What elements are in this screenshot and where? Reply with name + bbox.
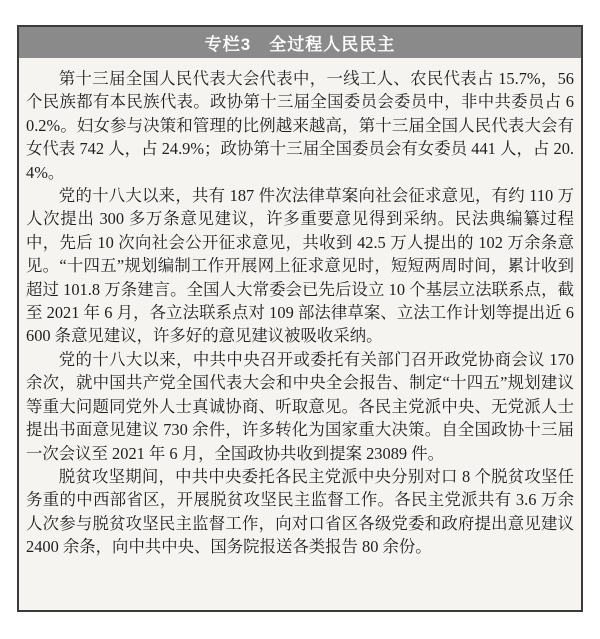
column-title: 专栏3 全过程人民民主 bbox=[204, 35, 396, 54]
column-box bbox=[17, 25, 583, 612]
column-header bbox=[19, 27, 581, 58]
paragraph-legislation-consultation-stats: 党的十八大以来，共有 187 件次法律草案向社会征求意见，有约 110 万人次提出 300 多万条意见建议，许多重要意见得到采纳。民法典编纂过程中，先后 10 次向社会公开征求意见，共收到 42.5 万人提出的 102 万余条意见。“十四五”规划编制工作开展网上征求意见时，短短两周时间，累计收到超过 101.8 万条建言。全国人大常委会已先后设立 10 个基层立法联系点，截至 2021 年 6 月，各立法联系点对 109 部法律草案、立法工作计划等提出近 6600 条意见建议，许多好的意见建议被吸收采纳。 bbox=[26, 186, 574, 346]
paragraph-representation-stats: 第十三届全国人民代表大会代表中，一线工人、农民代表占 15.7%，56 个民族都有本民族代表。政协第十三届全国委员会委员中，非中共委员占 60.2%。妇女参与决策和管理的比例越来越高，第十三届全国人民代表大会有女代表 742 人，占 24.9%；政协第十三届全国委员会有女委员 441 人，占 20.4%。 bbox=[26, 69, 574, 182]
paragraph-party-consultation-stats: 党的十八大以来，中共中央召开或委托有关部门召开政党协商会议 170 余次，就中国共产党全国代表大会和中央全会报告、制定“十四五”规划建议等重大问题同党外人士真诚协商、听取意见。各民主党派中央、无党派人士提出书面意见建议 730 余件，许多转化为国家重大决策。自全国政协十三届一次会议至 2021 年 6 月，全国政协共收到提案 23089 件。 bbox=[26, 349, 574, 463]
paragraph-poverty-supervision-stats: 脱贫攻坚期间，中共中央委托各民主党派中央分别对口 8 个脱贫攻坚任务重的中西部省区，开展脱贫攻坚民主监督工作。各民主党派共有 3.6 万余人次参与脱贫攻坚民主监督工作，向对口省区各级党委和政府提出意见建议 2400 余条，向中共中央、国务院报送各类报告 80 余份。 bbox=[26, 466, 574, 557]
column-body bbox=[19, 58, 581, 569]
